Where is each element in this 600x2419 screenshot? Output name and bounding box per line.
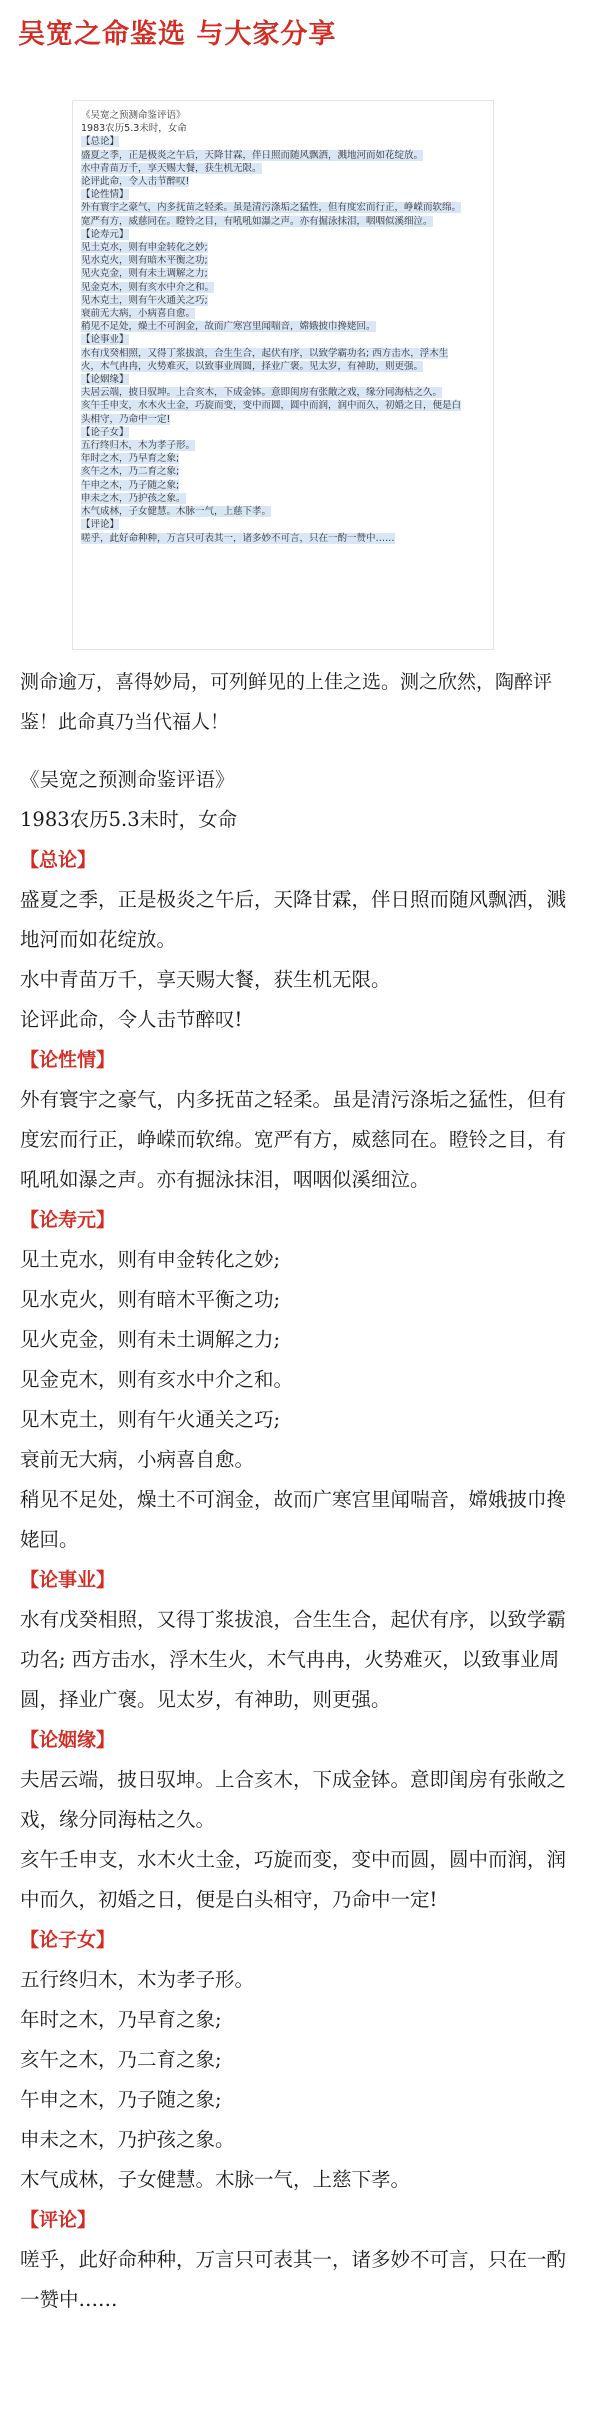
screenshot-line: 见土克水，则有申金转化之妙;	[81, 242, 208, 254]
screenshot-line: 论评此命，令人击节醉叹!	[81, 176, 190, 188]
screenshot-line: 1983农历5.3未时，女命	[81, 123, 187, 135]
children-line: 申未之木，乃护孩之象。	[20, 2128, 235, 2151]
heading-general: 【总论】	[20, 849, 97, 871]
screenshot-line: 【论子女】	[81, 426, 129, 438]
screenshot-line: 【论姻缘】	[81, 374, 129, 386]
screenshot-line: 木气成林，子女健慧。木脉一气，上慈下孝。	[81, 506, 272, 518]
screenshot-line: 【论事业】	[81, 334, 129, 346]
document-screenshot	[72, 100, 494, 650]
children-line: 亥午之木，乃二育之象;	[20, 2048, 222, 2071]
marriage-paragraph: 亥午壬申支，水木火土金，巧旋而变，变中而圆，圆中而润，润中而久，初婚之日，便是白头相守，乃命中一定!	[20, 1848, 567, 1911]
longevity-line: 见金克木，则有亥水中介之和。	[20, 1368, 294, 1391]
children-line: 午申之木，乃子随之象;	[20, 2088, 222, 2111]
screenshot-line: 【论寿元】	[81, 228, 129, 240]
screenshot-line: 水中青苗万千，享天赐大餐，获生机无限。	[81, 162, 262, 174]
screenshot-line: 火，木气冉冉，火势难灭，以致事业周圆，择业广褒。见太岁，有神助，则更强。	[81, 360, 424, 372]
screenshot-line: 【论性情】	[81, 189, 129, 201]
heading-character: 【论性情】	[20, 1049, 116, 1071]
screenshot-line: 衰前无大病，小病喜自愈。	[81, 308, 196, 320]
screenshot-line: 外有寰宇之豪气，内多抚苗之轻柔。虽是清污涤垢之猛性，但有度宏而行正，峥嵘而软绵。	[81, 202, 462, 214]
birth-info: 1983农历5.3未时，女命	[20, 808, 238, 831]
comment-paragraph: 嗟乎，此好命种种，万言只可表其一，诸多妙不可言，只在一酌一赞中……	[20, 2248, 567, 2311]
screenshot-line: 夫居云端，披日驭坤。上合亥木，下成金钵。意即闺房有张敞之戏，缘分同海枯之久。	[81, 387, 443, 399]
screenshot-line: 【总论】	[81, 136, 120, 148]
article-title: 《吴宽之预测命鉴评语》	[20, 768, 235, 791]
marriage-paragraph: 夫居云端，披日驭坤。上合亥木，下成金钵。意即闺房有张敞之戏，缘分同海枯之久。	[20, 1768, 567, 1831]
general-paragraph: 水中青苗万千，享天赐大餐，获生机无限。	[20, 968, 391, 991]
screenshot-line: 盛夏之季，正是极炎之午后，天降甘霖，伴日照而随风飘洒，溅地河而如花绽放。	[81, 149, 424, 161]
longevity-line: 衰前无大病，小病喜自愈。	[20, 1448, 255, 1471]
longevity-line: 见火克金，则有未土调解之力;	[20, 1328, 281, 1351]
longevity-line: 见水克火，则有暗木平衡之功;	[20, 1288, 281, 1311]
heading-children: 【论子女】	[20, 1929, 116, 1951]
children-line: 木气成林，子女健慧。木脉一气，上慈下孝。	[20, 2168, 411, 2191]
screenshot-line: 嗟乎，此好命种种，万言只可表其一，诸多妙不可言，只在一酌一赞中……	[81, 532, 395, 544]
screenshot-line: 午申之木，乃子随之象;	[81, 479, 180, 491]
heading-career: 【论事业】	[20, 1569, 116, 1591]
screenshot-line: 亥午壬申支，水木火土金，巧旋而变，变中而圆，圆中而润，润中而久，初婚之日，便是白	[81, 400, 462, 412]
screenshot-line: 见金克木，则有亥水中介之和。	[81, 281, 215, 293]
screenshot-line: 见水克火，则有暗木平衡之功;	[81, 255, 208, 267]
heading-marriage: 【论姻缘】	[20, 1729, 116, 1751]
longevity-line: 见土克水，则有申金转化之妙;	[20, 1248, 281, 1271]
screenshot-line: 五行终归木，木为孝子形。	[81, 440, 196, 452]
screenshot-line: 水有戊癸相照，又得丁浆拔浪，合生生合，起伏有序，以致学霸功名; 西方击水，浮木生	[81, 347, 449, 359]
screenshot-line: 见木克土，则有午火通关之巧;	[81, 294, 208, 306]
article-body	[20, 760, 580, 2320]
character-paragraph: 外有寰宇之豪气，内多抚苗之轻柔。虽是清污涤垢之猛性，但有度宏而行正，峥嵘而软绵。宽严有方，威慈同在。瞪铃之目，有吼吼如瀑之声。亦有掘泳抹泪，咽咽似溪细泣。	[20, 1088, 567, 1191]
general-paragraph: 论评此命，令人击节醉叹!	[20, 1008, 243, 1031]
screenshot-line: 亥午之木，乃二育之象;	[81, 466, 180, 478]
longevity-line: 稍见不足处，燥土不可润金，故而广寒宫里闻喘音，嫦娥披巾搀姥回。	[20, 1488, 567, 1551]
screenshot-line: 《吴宽之预测命鉴评语》	[81, 110, 186, 121]
document-screenshot-text	[73, 101, 493, 545]
children-line: 年时之木，乃早育之象;	[20, 2008, 222, 2031]
screenshot-line: 年时之木，乃早育之象;	[81, 453, 180, 465]
intro-paragraph: 测命逾万，喜得妙局，可列鲜见的上佳之选。测之欣然，陶醉评鉴！此命真乃当代福人！	[20, 671, 553, 733]
screenshot-line: 头相守，乃命中一定!	[81, 413, 171, 425]
screenshot-line: 稍见不足处，燥土不可润金，故而广寒宫里闻喘音，嫦娥披巾搀姥回。	[81, 321, 376, 333]
screenshot-line: 【评论】	[81, 519, 120, 531]
heading-longevity: 【论寿元】	[20, 1209, 116, 1231]
heading-comment: 【评论】	[20, 2209, 97, 2231]
screenshot-line: 申未之木，乃护孩之象。	[81, 492, 186, 504]
career-paragraph: 水有戊癸相照，又得丁浆拔浪，合生生合，起伏有序，以致学霸功名; 西方击水，浮木生火，木气冉冉，火势难灭，以致事业周圆，择业广褒。见太岁，有神助，则更强。	[20, 1608, 567, 1711]
longevity-line: 见木克土，则有午火通关之巧;	[20, 1408, 281, 1431]
general-paragraph: 盛夏之季，正是极炎之午后，天降甘霖，伴日照而随风飘洒，溅地河而如花绽放。	[20, 888, 567, 951]
screenshot-line: 见火克金，则有未土调解之力;	[81, 268, 208, 280]
page-title: 吴宽之命鉴选 与大家分享	[18, 19, 337, 50]
screenshot-line: 宽严有方，威慈同在。瞪铃之目，有吼吼如瀑之声。亦有掘泳抹泪，咽咽似溪细泣。	[81, 215, 433, 227]
children-line: 五行终归木，木为孝子形。	[20, 1968, 255, 1991]
